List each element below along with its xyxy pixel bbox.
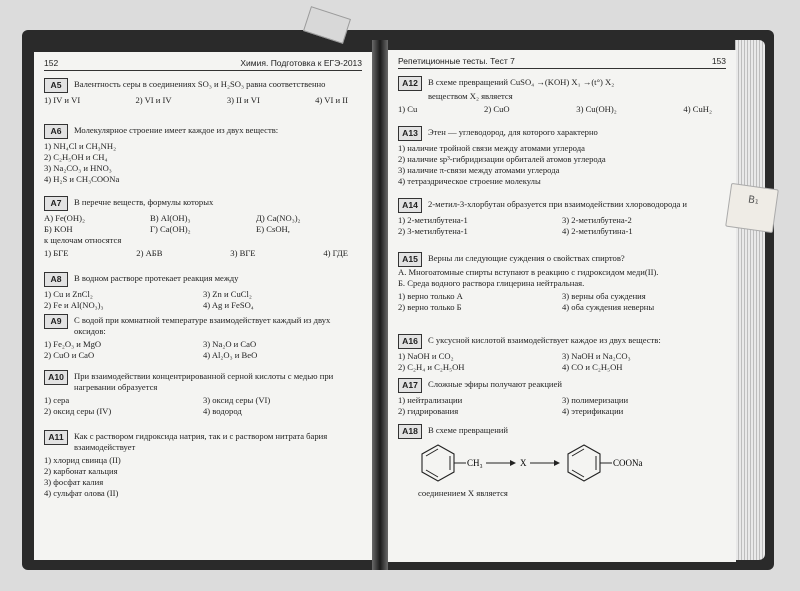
answer-options: [44, 95, 362, 106]
answer-option[interactable]: 2) CuO и CaO: [44, 350, 95, 360]
answer-option[interactable]: 4) H₂S и CH₃COONa: [44, 174, 120, 184]
question-number: A11: [44, 430, 68, 445]
question-a7: [44, 196, 362, 259]
answer-option[interactable]: 1) Fe₂O₃ и MgO: [44, 339, 102, 349]
book-gutter: [372, 40, 388, 570]
question-number: A9: [44, 314, 68, 329]
question-a6: [44, 124, 362, 185]
benzene-ring-icon: [422, 445, 454, 481]
question-a12: [398, 76, 726, 115]
scheme-left-group: CH₃: [467, 458, 483, 468]
question-a18: [398, 424, 726, 499]
answer-option[interactable]: 4) ГДЕ: [323, 248, 348, 258]
page-number: 152: [44, 58, 59, 68]
substance-item: Б) KOH: [44, 224, 73, 234]
answer-option[interactable]: 3) Na₂CO₃ и HNO₃: [44, 163, 112, 173]
answer-options: [44, 248, 362, 259]
answer-option[interactable]: 1) верно только А: [398, 291, 463, 301]
answer-option[interactable]: 1) NaOH и CO₂: [398, 351, 454, 361]
question-text: В перечне веществ, формулы которых: [74, 197, 214, 207]
answer-option[interactable]: 3) Zn и CuCl₂: [203, 289, 252, 299]
answer-option[interactable]: 3) 2-метилбутена-2: [562, 215, 632, 225]
right-header: [398, 54, 726, 68]
benzene-ring-icon: [568, 445, 600, 481]
substance-item: А) Fe(OH)₂: [44, 213, 85, 223]
question-a5: [44, 78, 362, 106]
answer-option[interactable]: 2) C₂H₄ и C₂H₅OH: [398, 362, 465, 372]
answer-option[interactable]: 1) Cu: [398, 104, 418, 114]
right-page: [388, 50, 736, 562]
answer-option[interactable]: 1) IV и VI: [44, 95, 81, 105]
answer-option[interactable]: 2) CuO: [484, 104, 510, 114]
question-text: Этен — углеводород, для которого характерно: [428, 127, 598, 137]
question-a9: [44, 314, 362, 361]
answer-option[interactable]: 2) 3-метилбутена-1: [398, 226, 468, 236]
bookmark-tab: [725, 183, 779, 233]
answer-option[interactable]: 4) этерификации: [562, 406, 624, 416]
question-text: В водном растворе протекает реакция между: [74, 273, 239, 283]
answer-option[interactable]: 1) наличие тройной связи между атомами углерода: [398, 143, 585, 153]
scheme-right-group: COONa: [613, 458, 643, 468]
answer-option[interactable]: 2) оксид серы (IV): [44, 406, 112, 416]
answer-option[interactable]: 4) водород: [203, 406, 242, 416]
question-number: A18: [398, 424, 422, 439]
answer-option[interactable]: 3) Na₂O и CaO: [203, 339, 257, 349]
question-a14: [398, 198, 726, 237]
substance-item: Д) Ca(NO₃)₂: [256, 213, 301, 223]
answer-option[interactable]: 2) карбонат кальция: [44, 466, 118, 476]
question-text: Молекулярное строение имеет каждое из двух веществ:: [74, 125, 279, 135]
header-rule: [44, 70, 362, 71]
bookmark-label: B₁: [747, 194, 760, 207]
question-text: С уксусной кислотой взаимодействует каждое из двух веществ:: [428, 335, 661, 345]
question-number: A16: [398, 334, 422, 349]
question-number: A5: [44, 78, 68, 93]
question-text: При взаимодействии концентрированной серной кислоты с медью при нагревании образуется: [74, 371, 334, 392]
left-page: [34, 52, 372, 560]
answer-option[interactable]: 3) фосфат калия: [44, 477, 104, 487]
answer-option[interactable]: 4) оба суждения неверны: [562, 302, 655, 312]
answer-option[interactable]: 2) АБВ: [136, 248, 163, 258]
question-a17: [398, 378, 726, 417]
answer-option[interactable]: 2) верно только Б: [398, 302, 462, 312]
question-a16: [398, 334, 726, 373]
answer-options: [44, 395, 362, 417]
question-text: В схеме превращений: [428, 425, 508, 435]
scheme-middle: X: [520, 458, 527, 468]
answer-option[interactable]: 3) оксид серы (VI): [203, 395, 271, 405]
question-number: A17: [398, 378, 422, 393]
statement: А. Многоатомные спирты вступают в реакцию с гидроксидом меди(II).: [398, 267, 659, 277]
answer-option[interactable]: 3) ВГЕ: [230, 248, 256, 258]
answer-option[interactable]: 4) Ag и FeSO₄: [203, 300, 254, 310]
answer-option[interactable]: 3) NaOH и Na₂CO₃: [562, 351, 631, 361]
running-title: Репетиционные тесты. Тест 7: [398, 56, 515, 66]
answer-option[interactable]: 2) C₂H₅OH и CH₄: [44, 152, 108, 162]
question-text: Как с раствором гидроксида натрия, так и с раствором нитрата бария взаимодействует: [74, 431, 328, 452]
question-number: A7: [44, 196, 68, 211]
answer-option[interactable]: 3) II и VI: [226, 95, 260, 105]
answer-option[interactable]: 1) хлорид свинца (II): [44, 455, 121, 465]
page-number: 153: [711, 56, 726, 66]
answer-options: [398, 351, 726, 373]
substance-item: Г) Ca(OH)₂: [150, 224, 191, 234]
answer-option[interactable]: 3) полимеризации: [562, 395, 629, 405]
answer-option[interactable]: 4) Al₂O₃ и BeO: [203, 350, 258, 360]
answer-option[interactable]: 3) наличие π-связи между атомами углерода: [398, 165, 560, 175]
answer-option[interactable]: 1) нейтрализации: [398, 395, 463, 405]
left-header: [44, 56, 362, 70]
answer-options: [398, 291, 726, 313]
answer-option[interactable]: 2) Fe и Al(NO₃)₃: [44, 300, 104, 310]
question-a11: [44, 430, 362, 499]
answer-options: [44, 141, 362, 185]
answer-option[interactable]: 4) 2-метилбутина-1: [562, 226, 633, 236]
question-a15: [398, 252, 726, 313]
question-number: A14: [398, 198, 422, 213]
question-text: 2-метил-3-хлорбутан образуется при взаимодействии хлороводорода и: [428, 199, 688, 209]
question-text-continued: веществом X₂ является: [428, 91, 513, 101]
answer-options: [44, 339, 362, 361]
substance-item: В) Al(OH)₃: [150, 213, 191, 223]
question-number: A8: [44, 272, 68, 287]
statement: Б. Среда водного раствора глицерина нейтральная.: [398, 278, 585, 288]
answer-option[interactable]: 4) CuH₂: [683, 104, 712, 114]
answer-option[interactable]: 1) Cu и ZnCl₂: [44, 289, 93, 299]
answer-option[interactable]: 1) БГЕ: [44, 248, 69, 258]
answer-option[interactable]: 2) VI и IV: [135, 95, 172, 105]
question-number: A10: [44, 370, 68, 385]
question-tail: к щелочам относятся: [44, 235, 122, 245]
answer-options: [44, 289, 362, 311]
answer-option[interactable]: 4) CO и C₂H₅OH: [562, 362, 623, 372]
header-rule: [398, 68, 726, 69]
answer-option[interactable]: 1) 2-метилбутена-1: [398, 215, 468, 225]
question-a10: [44, 370, 362, 417]
answer-options: [398, 395, 726, 417]
question-a13: [398, 126, 726, 187]
answer-options: [398, 143, 726, 187]
answer-option[interactable]: 3) верны оба суждения: [562, 291, 646, 301]
question-number: A12: [398, 76, 422, 91]
answer-option[interactable]: 2) гидрирования: [398, 406, 459, 416]
question-tail: соединением X является: [418, 488, 508, 498]
running-title: Химия. Подготовка к ЕГЭ-2013: [240, 58, 362, 68]
question-number: A13: [398, 126, 422, 141]
question-a8: [44, 272, 362, 311]
question-text: С водой при комнатной температуре взаимодействует каждый из двух оксидов:: [74, 315, 331, 336]
answer-option[interactable]: 4) VI и II: [315, 95, 348, 105]
answer-option[interactable]: 1) NH₄Cl и CH₃NH₂: [44, 141, 117, 151]
question-number: A6: [44, 124, 68, 139]
reaction-scheme: [398, 439, 718, 485]
answer-option[interactable]: 4) сульфат олова (II): [44, 488, 119, 498]
answer-option[interactable]: 1) сера: [44, 395, 70, 405]
substance-item: Е) CsOH,: [256, 224, 290, 234]
substance-list: [44, 213, 362, 235]
answer-option[interactable]: 3) Cu(OH)₂: [576, 104, 617, 114]
answer-option[interactable]: 2) наличие sp³-гибридизации орбиталей атомов углерода: [398, 154, 606, 164]
question-text: В схеме превращений CuSO₄ →(KOH) X₁ →(t°) X₂: [428, 77, 615, 87]
answer-option[interactable]: 4) тетраэдрическое строение молекулы: [398, 176, 541, 186]
page-edges: [735, 40, 765, 560]
question-number: A15: [398, 252, 422, 267]
question-text: Верны ли следующие суждения о свойствах спиртов?: [428, 253, 625, 263]
question-text: Валентность серы в соединениях SO₃ и H₂SO₃ равна соответственно: [74, 79, 326, 89]
answer-options: [398, 104, 726, 115]
question-text: Сложные эфиры получают реакцией: [428, 379, 562, 389]
answer-options: [44, 455, 362, 499]
answer-options: [398, 215, 726, 237]
